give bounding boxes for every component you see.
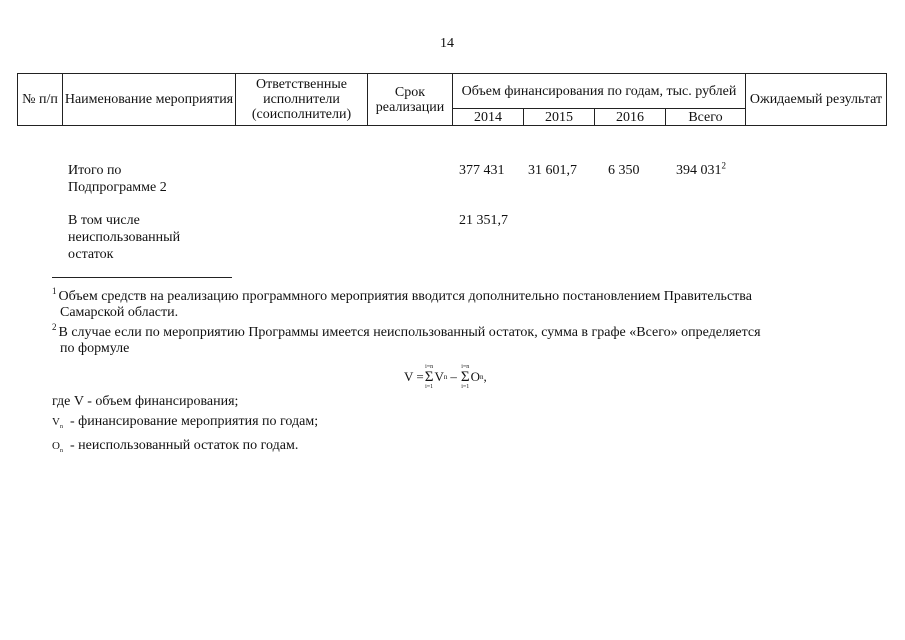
header-total: Всего bbox=[666, 109, 746, 126]
row-subtotal-2015: 31 601,7 bbox=[528, 163, 577, 178]
definition-on-text: - неиспользованный остаток по годам. bbox=[70, 438, 299, 453]
sum-2-lower: i=1 bbox=[461, 384, 470, 390]
footnote-separator bbox=[52, 277, 232, 278]
definition-vn-symbol bbox=[52, 414, 70, 430]
footnote-1-line2: Самарской области. bbox=[60, 305, 179, 320]
header-event-name: Наименование мероприятия bbox=[63, 74, 236, 126]
formula-term-1: V bbox=[434, 369, 444, 384]
header-term: Срок реализации bbox=[368, 74, 453, 126]
footnote-2-mark: 2 bbox=[52, 322, 57, 333]
footnote-2 bbox=[52, 322, 852, 357]
row-subtotal-total-value: 394 031 bbox=[676, 163, 722, 178]
row-unused-label: В том числе неиспользованный остаток bbox=[68, 213, 181, 262]
header-funding: Объем финансирования по годам, тыс. рублей bbox=[453, 74, 746, 109]
formula-term-2: O bbox=[470, 369, 480, 384]
definition-vn bbox=[52, 414, 318, 430]
row-subtotal-total bbox=[676, 162, 726, 179]
definition-vn-letter: V bbox=[52, 416, 60, 428]
row-subtotal-label: Итого по Подпрограмме 2 bbox=[68, 163, 167, 195]
definition-on-sub: n bbox=[59, 448, 63, 455]
sum-1-sigma: Σ bbox=[424, 369, 434, 385]
definition-vn-text: - финансирование мероприятия по годам; bbox=[70, 414, 319, 429]
footnote-ref-2: 2 bbox=[721, 160, 726, 171]
formula-tail: , bbox=[483, 369, 487, 384]
row-unused-2014: 21 351,7 bbox=[459, 213, 508, 228]
footnote-1-text: Объем средств на реализацию программного мероприятия вводится дополнительно постановлением Правительства bbox=[58, 289, 752, 304]
sum-2-sigma: Σ bbox=[460, 369, 470, 385]
footnote-2-line1 bbox=[52, 322, 852, 341]
header-year-2016: 2016 bbox=[595, 109, 666, 126]
formula-minus: – bbox=[450, 369, 457, 384]
definition-v: где V - объем финансирования; bbox=[52, 394, 239, 409]
header-year-2015: 2015 bbox=[524, 109, 595, 126]
formula-sum-1 bbox=[425, 364, 434, 390]
footnote-2-text: В случае если по мероприятию Программы имеется неиспользованный остаток, сумма в графе «Всего» определяется bbox=[58, 325, 761, 340]
funding-table-header bbox=[17, 73, 887, 126]
formula: V = i=n Σ i=1 V n – i=n Σ i=1 O n , bbox=[404, 364, 487, 390]
page-number: 14 bbox=[440, 36, 454, 51]
definition-on-letter: O bbox=[52, 440, 60, 452]
header-expected-result: Ожидаемый результат bbox=[746, 74, 887, 126]
formula-sum-2 bbox=[461, 364, 470, 390]
row-subtotal-2016: 6 350 bbox=[608, 163, 640, 178]
sum-2-upper: i=n bbox=[461, 364, 470, 370]
formula-lhs: V = bbox=[404, 369, 424, 384]
footnote-1-mark: 1 bbox=[52, 286, 57, 297]
definition-on-symbol bbox=[52, 438, 70, 454]
footnote-1-line1 bbox=[52, 286, 852, 305]
row-subtotal-2014: 377 431 bbox=[459, 163, 505, 178]
footnote-2-line2: по формуле bbox=[60, 341, 130, 356]
header-year-2014: 2014 bbox=[453, 109, 524, 126]
header-number: № п/п bbox=[18, 74, 63, 126]
definition-vn-sub: n bbox=[59, 424, 63, 431]
header-responsible: Ответственные исполнители (соисполнители) bbox=[236, 74, 368, 126]
footnote-1 bbox=[52, 286, 852, 321]
definition-on bbox=[52, 438, 298, 454]
sum-1-upper: i=n bbox=[425, 364, 434, 370]
sum-1-lower: i=1 bbox=[425, 384, 434, 390]
